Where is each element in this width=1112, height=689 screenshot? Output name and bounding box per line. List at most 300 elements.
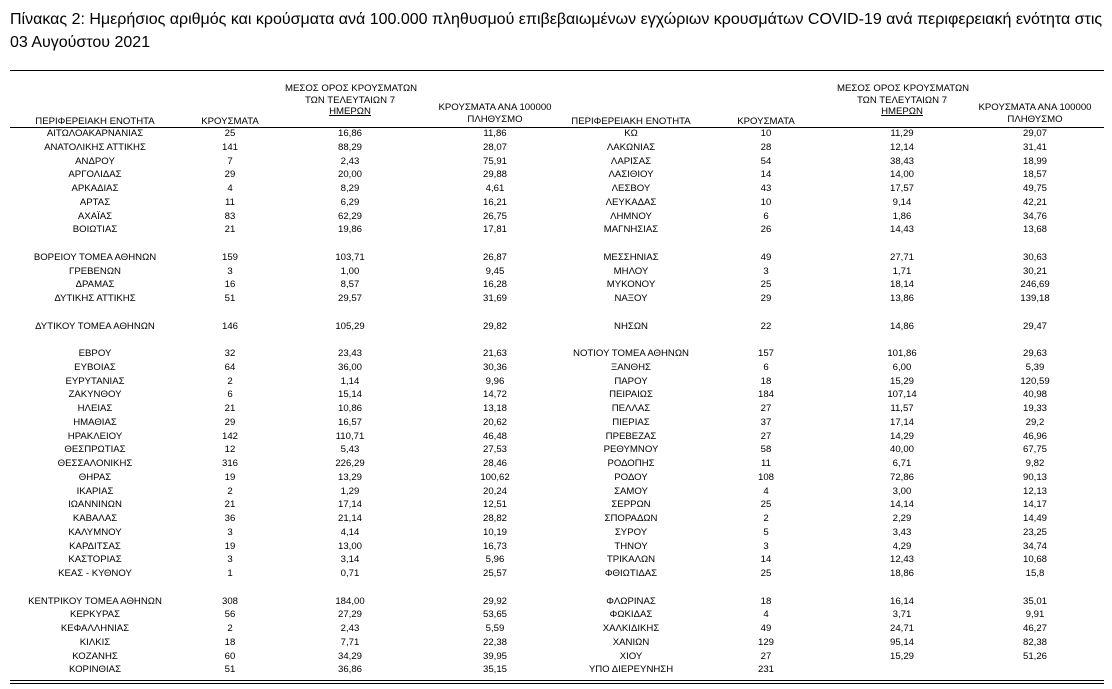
left-per100k-cell: 35,15 (482, 664, 507, 676)
right-cases-cell: 184 (757, 389, 774, 401)
right-per100k-cell: 31,41 (1022, 141, 1047, 153)
left-avg7d-cell: 17,14 (337, 499, 362, 511)
right-region-cell: ΤΡΙΚΑΛΩΝ (606, 554, 656, 566)
left-per100k-cell: 31,69 (482, 293, 507, 304)
right-per100k-cell: 46,96 (1022, 430, 1047, 442)
right-region-cell: ΠΡΕΒΕΖΑΣ (605, 430, 657, 442)
right-cases-cell: 27 (760, 403, 772, 414)
left-per100k-cell: 26,75 (482, 210, 507, 222)
left-region-cell: ΔΥΤΙΚΗΣ ΑΤΤΙΚΗΣ (54, 293, 136, 304)
right-cases-cell: 28 (760, 141, 772, 153)
right-cases-cell: 25 (760, 568, 772, 579)
right-avg7d-cell: 4,29 (892, 540, 912, 552)
right-region-cell: ΥΠΟ ΔΙΕΡΕΥΝΗΣΗ (588, 664, 674, 676)
right-per100k-cell: 19,33 (1022, 403, 1047, 414)
right-per100k-cell: 49,75 (1022, 183, 1047, 194)
right-per100k-cell: 13,68 (1022, 224, 1047, 236)
header-region-right: ΠΕΡΙΦΕΡΕΙΑΚΗ ΕΝΟΤΗΤΑ (571, 116, 691, 127)
right-cases-cell: 3 (763, 265, 769, 277)
right-cases-cell: 58 (760, 444, 772, 456)
left-cases-cell: 60 (224, 650, 236, 662)
right-avg7d-cell: 12,14 (889, 141, 914, 153)
right-per100k-cell: 14,49 (1022, 513, 1047, 524)
right-cases-cell: 22 (760, 320, 772, 332)
left-avg7d-cell: 27,29 (337, 609, 362, 621)
right-cases-cell: 25 (760, 499, 772, 511)
right-region-cell: ΞΑΝΘΗΣ (611, 361, 651, 373)
left-avg7d-cell: 62,29 (337, 210, 362, 222)
header-avg-line1-left: ΜΕΣΟΣ ΟΡΟΣ ΚΡΟΥΣΜΑΤΩΝ (285, 83, 418, 94)
right-avg7d-cell: 3,43 (892, 526, 912, 538)
right-per100k-cell: 35,01 (1022, 595, 1047, 607)
right-cases-cell: 10 (760, 128, 772, 139)
left-cases-cell: 141 (221, 141, 238, 153)
right-region-cell: ΦΩΚΙΔΑΣ (609, 609, 653, 621)
left-per100k-cell: 20,24 (482, 485, 507, 497)
left-per100k-cell: 100,62 (480, 471, 510, 483)
right-region-cell: ΜΗΛΟΥ (613, 265, 649, 277)
right-per100k-cell: 23,25 (1022, 526, 1047, 538)
left-region-cell: ΚΑΣΤΟΡΙΑΣ (68, 554, 122, 566)
right-region-cell: ΧΑΛΚΙΔΙΚΗΣ (602, 623, 660, 634)
right-cases-cell: 49 (760, 623, 772, 634)
right-region-cell: ΤΗΝΟΥ (614, 540, 648, 552)
right-per100k-cell: 29,47 (1022, 320, 1047, 332)
left-cases-cell: 1 (227, 568, 233, 579)
left-per100k-cell: 75,91 (482, 155, 507, 167)
right-region-cell: ΠΕΛΛΑΣ (611, 403, 651, 414)
right-cases-cell: 18 (760, 595, 772, 607)
left-per100k-cell: 25,57 (482, 568, 507, 579)
left-region-cell: ΗΛΕΙΑΣ (77, 403, 113, 414)
right-avg7d-cell: 24,71 (889, 623, 914, 634)
left-cases-cell: 2 (227, 375, 233, 387)
left-avg7d-cell: 15,14 (337, 389, 362, 401)
left-avg7d-cell: 105,29 (335, 320, 365, 332)
right-per100k-cell: 67,75 (1022, 444, 1047, 456)
left-per100k-cell: 9,45 (485, 265, 505, 277)
right-avg7d-cell: 14,14 (889, 499, 914, 511)
left-region-cell: ΔΡΑΜΑΣ (75, 279, 115, 291)
left-cases-cell: 308 (221, 595, 238, 607)
right-avg7d-cell: 3,71 (892, 609, 912, 621)
right-region-cell: ΛΕΣΒΟΥ (611, 183, 651, 194)
left-avg7d-cell: 1,00 (340, 265, 360, 277)
left-cases-cell: 3 (227, 526, 233, 538)
left-cases-cell: 83 (224, 210, 236, 222)
right-cases-cell: 29 (760, 293, 772, 304)
left-avg7d-cell: 19,86 (337, 224, 362, 236)
right-avg7d-cell: 11,29 (890, 128, 914, 139)
left-per100k-cell: 29,92 (482, 595, 507, 607)
right-cases-cell: 27 (760, 430, 772, 442)
left-region-cell: ΚΑΒΑΛΑΣ (72, 513, 118, 524)
left-avg7d-cell: 7,71 (340, 636, 360, 648)
left-cases-cell: 29 (224, 416, 236, 428)
right-avg7d-cell: 17,14 (889, 416, 914, 428)
left-per100k-cell: 39,95 (482, 650, 507, 662)
right-per100k-cell: 246,69 (1020, 279, 1050, 291)
right-cases-cell: 14 (760, 169, 772, 181)
right-avg7d-cell: 9,14 (892, 196, 912, 208)
left-region-cell: ΑΝΔΡΟΥ (75, 155, 115, 167)
left-per100k-cell: 12,51 (482, 499, 507, 511)
left-region-cell: ΘΕΣΣΑΛΟΝΙΚΗΣ (57, 458, 133, 469)
left-per100k-cell: 17,81 (482, 224, 507, 236)
left-cases-cell: 3 (227, 554, 233, 566)
left-per100k-cell: 26,87 (482, 251, 507, 263)
right-per100k-cell: 29,63 (1022, 348, 1047, 359)
left-per100k-cell: 13,18 (482, 403, 507, 414)
right-per100k-cell: 82,38 (1022, 636, 1047, 648)
right-region-cell: ΛΑΡΙΣΑΣ (610, 155, 652, 167)
right-per100k-cell: 29,2 (1025, 416, 1045, 428)
left-avg7d-cell: 1,29 (340, 485, 360, 497)
right-cases-cell: 5 (763, 526, 769, 538)
right-cases-cell: 231 (757, 664, 774, 676)
right-region-cell: ΝΗΣΩΝ (614, 320, 648, 332)
left-avg7d-cell: 8,29 (340, 183, 360, 194)
right-avg7d-cell: 11,57 (890, 403, 914, 414)
left-region-cell: ΚΕΡΚΥΡΑΣ (69, 609, 120, 621)
header-cases-left: ΚΡΟΥΣΜΑΤΑ (201, 116, 259, 127)
right-cases-cell: 2 (763, 513, 769, 524)
title-rule (10, 70, 1104, 71)
right-region-cell: ΦΛΩΡΙΝΑΣ (606, 595, 656, 607)
left-avg7d-cell: 0,71 (340, 568, 360, 579)
header-avg-line2-right: ΤΩΝ ΤΕΛΕΥΤΑΙΩΝ 7 (856, 94, 948, 106)
left-avg7d-cell: 13,29 (337, 471, 362, 483)
left-region-cell: ΚΟΖΑΝΗΣ (72, 650, 118, 662)
header-per100k-line1-right: ΚΡΟΥΣΜΑΤΑ ΑΝΑ 100000 (978, 102, 1092, 113)
left-region-cell: ΑΝΑΤΟΛΙΚΗΣ ΑΤΤΙΚΗΣ (44, 141, 146, 153)
left-per100k-cell: 21,63 (482, 348, 507, 359)
left-cases-cell: 21 (224, 499, 236, 511)
right-avg7d-cell: 1,71 (892, 265, 912, 277)
right-per100k-cell: 18,99 (1022, 155, 1047, 167)
bottom-rule-double (10, 683, 1104, 684)
right-cases-cell: 6 (763, 361, 769, 373)
right-avg7d-cell: 14,00 (889, 169, 914, 181)
left-region-cell: ΕΒΡΟΥ (78, 348, 112, 359)
header-avg-line3-left: ΗΜΕΡΩΝ (329, 106, 371, 117)
left-avg7d-cell: 184,00 (335, 595, 365, 607)
left-per100k-cell: 9,96 (485, 375, 505, 387)
right-per100k-cell: 12,13 (1022, 485, 1047, 497)
left-region-cell: ΑΡΚΑΔΙΑΣ (71, 183, 119, 194)
left-region-cell: ΑΙΤΩΛΟΑΚΑΡΝΑΝΙΑΣ (46, 128, 144, 139)
left-cases-cell: 25 (224, 128, 236, 139)
right-region-cell: ΛΑΣΙΘΙΟΥ (608, 169, 654, 181)
left-region-cell: ΔΥΤΙΚΟΥ ΤΟΜΕΑ ΑΘΗΝΩΝ (35, 320, 155, 332)
right-avg7d-cell: 6,71 (892, 458, 912, 469)
right-cases-cell: 14 (760, 554, 772, 566)
right-cases-cell: 4 (763, 609, 769, 621)
right-avg7d-cell: 3,00 (892, 485, 912, 497)
left-cases-cell: 21 (224, 224, 236, 236)
right-region-cell: ΜΕΣΣΗΝΙΑΣ (603, 251, 659, 263)
left-cases-cell: 21 (224, 403, 236, 414)
left-avg7d-cell: 36,86 (337, 664, 362, 676)
bottom-rule (10, 680, 1104, 681)
right-cases-cell: 4 (763, 485, 769, 497)
left-region-cell: ΚΕΦΑΛΛΗΝΙΑΣ (60, 623, 130, 634)
left-region-cell: ΚΑΛΥΜΝΟΥ (68, 526, 122, 538)
right-avg7d-cell: 15,29 (889, 650, 914, 662)
right-cases-cell: 157 (757, 348, 774, 359)
right-avg7d-cell: 14,29 (889, 430, 914, 442)
right-cases-cell: 6 (763, 210, 769, 222)
left-region-cell: ΚΕΑΣ - ΚΥΘΝΟΥ (58, 568, 132, 579)
right-cases-cell: 11 (761, 458, 771, 469)
right-avg7d-cell: 27,71 (889, 251, 914, 263)
left-avg7d-cell: 21,14 (337, 513, 362, 524)
left-cases-cell: 2 (227, 485, 233, 497)
left-region-cell: ΕΥΒΟΙΑΣ (74, 361, 116, 373)
right-per100k-cell: 42,21 (1022, 196, 1047, 208)
right-per100k-cell: 30,63 (1022, 251, 1047, 263)
right-per100k-cell: 9,82 (1025, 458, 1045, 469)
left-cases-cell: 19 (224, 471, 236, 483)
right-avg7d-cell: 2,29 (892, 513, 912, 524)
left-region-cell: ΙΩΑΝΝΙΝΩΝ (68, 499, 122, 511)
right-region-cell: ΠΑΡΟΥ (614, 375, 648, 387)
left-per100k-cell: 10,19 (482, 526, 507, 538)
header-per100k-line2-left: ΠΛΗΘΥΣΜΟ (467, 113, 523, 125)
left-cases-cell: 12 (224, 444, 236, 456)
left-avg7d-cell: 6,29 (340, 196, 360, 208)
right-avg7d-cell: 12,43 (889, 554, 914, 566)
right-per100k-cell: 34,74 (1022, 540, 1047, 552)
right-avg7d-cell: 13,86 (889, 293, 914, 304)
left-per100k-cell: 27,53 (482, 444, 507, 456)
right-region-cell: ΛΑΚΩΝΙΑΣ (606, 141, 656, 153)
right-avg7d-cell: 40,00 (889, 444, 914, 456)
table-title: Πίνακας 2: Ημερήσιος αριθμός και κρούσματα ανά 100.000 πληθυσμού επιβεβαιωμένων εγχώριων κρουσμάτων COVID-19 ανά περιφερειακή ενότητα στις 03 Αυγούστου 2021 (10, 11, 1103, 51)
right-avg7d-cell: 95,14 (889, 636, 914, 648)
left-per100k-cell: 53,65 (482, 609, 507, 621)
right-per100k-cell: 18,57 (1022, 169, 1047, 181)
left-avg7d-cell: 10,86 (337, 403, 362, 414)
left-cases-cell: 32 (224, 348, 236, 359)
right-region-cell: ΣΥΡΟΥ (614, 526, 648, 538)
right-region-cell: ΣΕΡΡΩΝ (611, 499, 651, 511)
left-avg7d-cell: 13,00 (337, 540, 362, 552)
right-per100k-cell: 30,21 (1022, 265, 1047, 277)
left-region-cell: ΑΡΤΑΣ (79, 196, 111, 208)
right-avg7d-cell: 14,86 (889, 320, 914, 332)
left-region-cell: ΚΙΛΚΙΣ (79, 636, 111, 648)
left-cases-cell: 6 (227, 389, 233, 401)
left-per100k-cell: 4,61 (485, 183, 505, 194)
right-region-cell: ΝΟΤΙΟΥ ΤΟΜΕΑ ΑΘΗΝΩΝ (573, 348, 689, 359)
right-per100k-cell: 139,18 (1020, 293, 1050, 304)
right-cases-cell: 43 (760, 183, 772, 194)
left-per100k-cell: 22,38 (482, 636, 507, 648)
left-avg7d-cell: 88,29 (337, 141, 362, 153)
right-region-cell: ΣΑΜΟΥ (614, 485, 648, 497)
right-avg7d-cell: 101,86 (887, 348, 917, 359)
header-avg-line2-left: ΤΩΝ ΤΕΛΕΥΤΑΙΩΝ 7 (304, 94, 396, 106)
left-avg7d-cell: 29,57 (337, 293, 362, 304)
left-cases-cell: 29 (224, 169, 236, 181)
left-cases-cell: 2 (227, 623, 233, 634)
right-avg7d-cell: 1,86 (892, 210, 912, 222)
right-per100k-cell: 51,26 (1022, 650, 1047, 662)
right-cases-cell: 10 (760, 196, 772, 208)
header-avg-line3-right: ΗΜΕΡΩΝ (881, 106, 923, 117)
left-cases-cell: 159 (221, 251, 238, 263)
right-region-cell: ΜΑΓΝΗΣΙΑΣ (603, 224, 659, 236)
left-per100k-cell: 16,73 (482, 540, 507, 552)
left-per100k-cell: 16,28 (482, 279, 507, 291)
left-avg7d-cell: 5,43 (340, 444, 360, 456)
left-cases-cell: 16 (224, 279, 236, 291)
left-region-cell: ΘΕΣΠΡΩΤΙΑΣ (64, 444, 126, 456)
left-avg7d-cell: 2,43 (340, 155, 360, 167)
right-avg7d-cell: 6,00 (892, 361, 912, 373)
left-region-cell: ΚΟΡΙΝΘΙΑΣ (68, 664, 122, 676)
right-region-cell: ΡΕΘΥΜΝΟΥ (603, 444, 659, 456)
right-avg7d-cell: 18,14 (889, 279, 914, 291)
left-region-cell: ΕΥΡΥΤΑΝΙΑΣ (65, 375, 125, 387)
left-region-cell: ΘΗΡΑΣ (78, 471, 112, 483)
right-cases-cell: 26 (760, 224, 772, 236)
right-per100k-cell: 29,07 (1022, 128, 1047, 139)
right-per100k-cell: 34,76 (1022, 210, 1047, 222)
right-per100k-cell: 46,27 (1022, 623, 1047, 634)
left-cases-cell: 4 (227, 183, 233, 194)
right-cases-cell: 25 (760, 279, 772, 291)
left-per100k-cell: 28,46 (482, 458, 507, 469)
left-avg7d-cell: 226,29 (335, 458, 365, 469)
right-region-cell: ΛΗΜΝΟΥ (610, 210, 652, 222)
right-avg7d-cell: 107,14 (887, 389, 917, 401)
right-region-cell: ΧΙΟΥ (619, 650, 643, 662)
left-region-cell: ΒΟΙΩΤΙΑΣ (72, 224, 118, 236)
left-region-cell: ΑΡΓΟΛΙΔΑΣ (68, 169, 122, 181)
left-per100k-cell: 29,82 (482, 320, 507, 332)
left-cases-cell: 36 (224, 513, 236, 524)
left-per100k-cell: 30,36 (482, 361, 507, 373)
left-cases-cell: 51 (224, 664, 236, 676)
header-per100k-line1-left: ΚΡΟΥΣΜΑΤΑ ΑΝΑ 100000 (438, 102, 552, 113)
right-region-cell: ΠΕΙΡΑΙΩΣ (609, 389, 653, 401)
left-region-cell: ΑΧΑΪΑΣ (77, 210, 113, 222)
left-per100k-cell: 46,48 (482, 430, 507, 442)
right-cases-cell: 27 (760, 650, 772, 662)
right-avg7d-cell: 18,86 (889, 568, 914, 579)
left-cases-cell: 7 (227, 155, 233, 167)
left-per100k-cell: 14,72 (482, 389, 507, 401)
right-region-cell: ΛΕΥΚΑΔΑΣ (605, 196, 657, 208)
right-avg7d-cell: 14,43 (889, 224, 914, 236)
right-avg7d-cell: 16,14 (889, 595, 914, 607)
right-cases-cell: 3 (763, 540, 769, 552)
left-region-cell: ΚΑΡΔΙΤΣΑΣ (69, 540, 121, 552)
left-avg7d-cell: 8,57 (340, 279, 360, 291)
header-avg-line1-right: ΜΕΣΟΣ ΟΡΟΣ ΚΡΟΥΣΜΑΤΩΝ (837, 83, 970, 94)
left-region-cell: ΗΜΑΘΙΑΣ (73, 416, 117, 428)
left-avg7d-cell: 2,43 (340, 623, 360, 634)
right-avg7d-cell: 72,86 (889, 471, 914, 483)
right-per100k-cell: 40,98 (1022, 389, 1047, 401)
right-per100k-cell: 90,13 (1022, 471, 1047, 483)
right-avg7d-cell: 38,43 (889, 155, 914, 167)
left-region-cell: ΓΡΕΒΕΝΩΝ (69, 265, 121, 277)
header-per100k-line2-right: ΠΛΗΘΥΣΜΟ (1007, 113, 1063, 125)
right-avg7d-cell: 17,57 (889, 183, 914, 194)
left-avg7d-cell: 16,57 (337, 416, 362, 428)
left-cases-cell: 19 (224, 540, 236, 552)
left-avg7d-cell: 20,00 (337, 169, 362, 181)
left-per100k-cell: 11,86 (483, 128, 507, 139)
left-per100k-cell: 28,82 (482, 513, 507, 524)
right-per100k-cell: 120,59 (1020, 375, 1050, 387)
right-cases-cell: 54 (760, 155, 772, 167)
right-region-cell: ΦΘΙΩΤΙΔΑΣ (604, 568, 658, 579)
right-region-cell: ΡΟΔΟΠΗΣ (607, 458, 655, 469)
header-region-left: ΠΕΡΙΦΕΡΕΙΑΚΗ ΕΝΟΤΗΤΑ (35, 116, 155, 127)
right-cases-cell: 108 (757, 471, 774, 483)
left-region-cell: ΖΑΚΥΝΘΟΥ (68, 389, 122, 401)
left-cases-cell: 316 (221, 458, 238, 469)
left-region-cell: ΗΡΑΚΛΕΙΟΥ (67, 430, 123, 442)
right-region-cell: ΣΠΟΡΑΔΩΝ (604, 513, 658, 524)
left-region-cell: ΒΟΡΕΙΟΥ ΤΟΜΕΑ ΑΘΗΝΩΝ (33, 251, 157, 263)
left-cases-cell: 51 (224, 293, 236, 304)
left-avg7d-cell: 23,43 (337, 348, 362, 359)
right-per100k-cell: 14,17 (1022, 499, 1047, 511)
right-region-cell: ΧΑΝΙΩΝ (612, 636, 650, 648)
right-cases-cell: 129 (757, 636, 774, 648)
left-cases-cell: 146 (221, 320, 238, 332)
right-cases-cell: 49 (760, 251, 772, 263)
left-per100k-cell: 16,21 (482, 196, 507, 208)
header-cases-right: ΚΡΟΥΣΜΑΤΑ (737, 116, 795, 127)
left-cases-cell: 3 (227, 265, 233, 277)
left-per100k-cell: 5,59 (485, 623, 505, 634)
left-avg7d-cell: 103,71 (335, 251, 365, 263)
left-avg7d-cell: 3,14 (340, 554, 360, 566)
left-per100k-cell: 5,96 (485, 554, 505, 566)
left-region-cell: ΙΚΑΡΙΑΣ (76, 485, 114, 497)
left-avg7d-cell: 1,14 (340, 375, 360, 387)
left-cases-cell: 11 (225, 196, 235, 208)
right-cases-cell: 37 (760, 416, 772, 428)
left-avg7d-cell: 36,00 (337, 361, 362, 373)
right-region-cell: ΠΙΕΡΙΑΣ (612, 416, 650, 428)
left-avg7d-cell: 16,86 (337, 128, 362, 139)
left-avg7d-cell: 110,71 (335, 430, 365, 442)
left-avg7d-cell: 4,14 (340, 526, 360, 538)
left-cases-cell: 142 (221, 430, 238, 442)
right-per100k-cell: 9,91 (1025, 609, 1045, 621)
right-per100k-cell: 10,68 (1022, 554, 1047, 566)
right-cases-cell: 18 (760, 375, 772, 387)
right-region-cell: ΡΟΔΟΥ (614, 471, 648, 483)
right-region-cell: ΜΥΚΟΝΟΥ (606, 279, 656, 291)
left-region-cell: ΚΕΝΤΡΙΚΟΥ ΤΟΜΕΑ ΑΘΗΝΩΝ (28, 595, 162, 607)
right-avg7d-cell: 15,29 (889, 375, 914, 387)
right-region-cell: ΚΩ (624, 128, 638, 139)
right-per100k-cell: 15,8 (1025, 568, 1045, 579)
left-per100k-cell: 28,07 (482, 141, 507, 153)
left-cases-cell: 56 (224, 609, 236, 621)
right-per100k-cell: 5,39 (1025, 361, 1045, 373)
left-per100k-cell: 29,88 (482, 169, 507, 181)
right-region-cell: ΝΑΞΟΥ (614, 293, 648, 304)
